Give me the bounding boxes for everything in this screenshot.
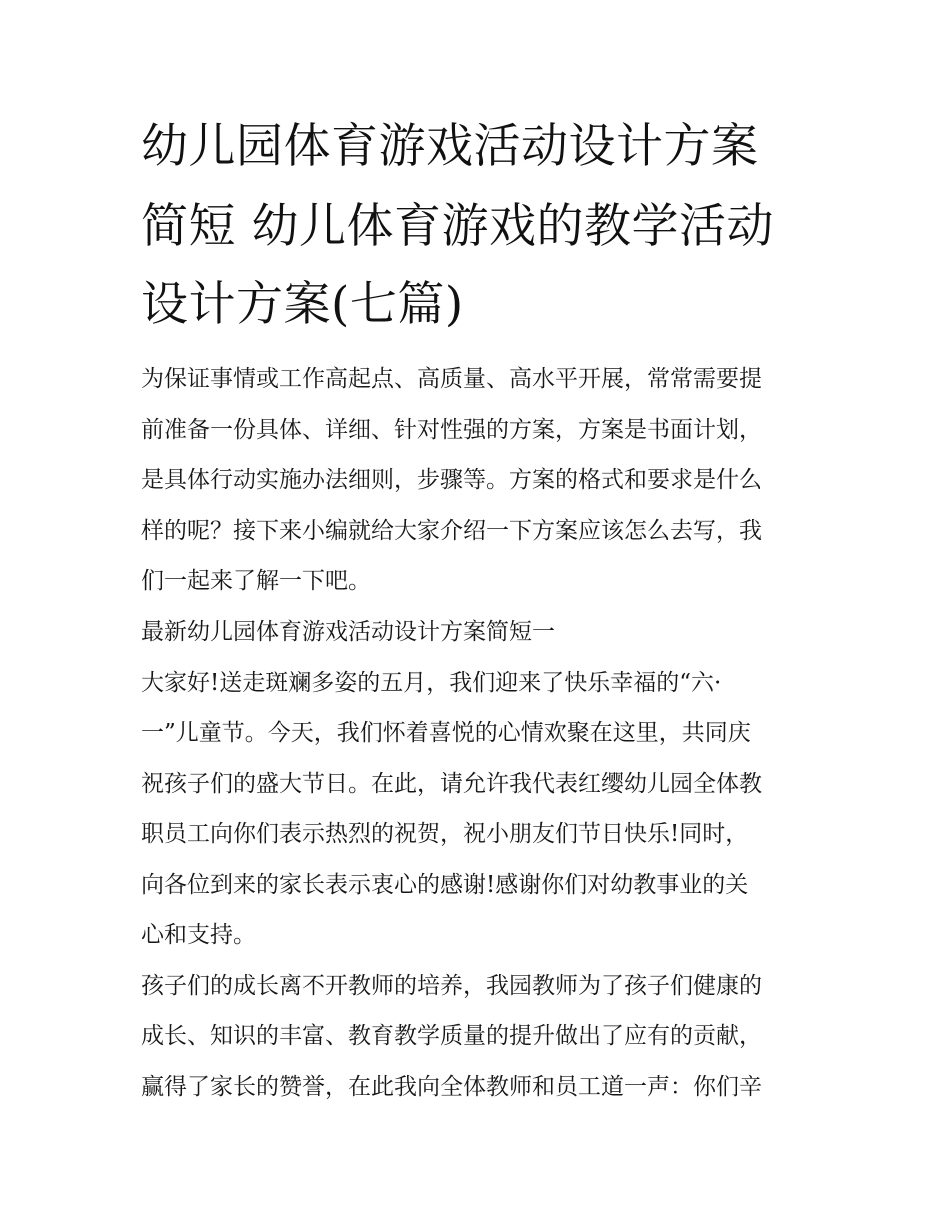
speech-paragraph-1-line-1: 大家好!送走斑斓多姿的五月，我们迎来了快乐幸福的“六· xyxy=(141,670,722,696)
document-title-line-2: 简短 幼儿体育游戏的教学活动 xyxy=(141,199,774,254)
intro-paragraph-line-2: 前准备一份具体、详细、针对性强的方案，方案是书面计划， xyxy=(141,417,762,443)
intro-paragraph-line-3: 是具体行动实施办法细则，步骤等。方案的格式和要求是什么 xyxy=(141,467,762,493)
speech-paragraph-2-line-2: 成长、知识的丰富、教育教学质量的提升做出了应有的贡献， xyxy=(141,1023,762,1049)
speech-paragraph-1-line-3: 祝孩子们的盛大节日。在此，请允许我代表红缨幼儿园全体教 xyxy=(141,771,762,797)
speech-paragraph-2-line-3: 赢得了家长的赞誉，在此我向全体教师和员工道一声：你们辛 xyxy=(141,1074,762,1100)
section-heading: 最新幼儿园体育游戏活动设计方案简短一 xyxy=(141,619,555,645)
intro-paragraph-line-5: 们一起来了解一下吧。 xyxy=(141,568,371,594)
speech-paragraph-1-line-2: 一”儿童节。今天，我们怀着喜悦的心情欢聚在这里，共同庆 xyxy=(141,720,751,746)
speech-paragraph-1-line-6: 心和支持。 xyxy=(141,922,256,948)
speech-paragraph-2-line-1: 孩子们的成长离不开教师的培养，我园教师为了孩子们健康的 xyxy=(141,973,762,999)
speech-paragraph-1-line-4: 职员工向你们表示热烈的祝贺，祝小朋友们节日快乐!同时， xyxy=(141,821,749,847)
intro-paragraph-line-1: 为保证事情或工作高起点、高质量、高水平开展，常常需要提 xyxy=(141,366,762,392)
document-title-line-1: 幼儿园体育游戏活动设计方案 xyxy=(141,119,759,174)
speech-paragraph-1-line-5: 向各位到来的家长表示衷心的感谢!感谢你们对幼教事业的关 xyxy=(141,872,749,898)
document-title-line-3: 设计方案(七篇) xyxy=(141,277,464,332)
intro-paragraph-line-4: 样的呢？接下来小编就给大家介绍一下方案应该怎么去写，我 xyxy=(141,518,762,544)
